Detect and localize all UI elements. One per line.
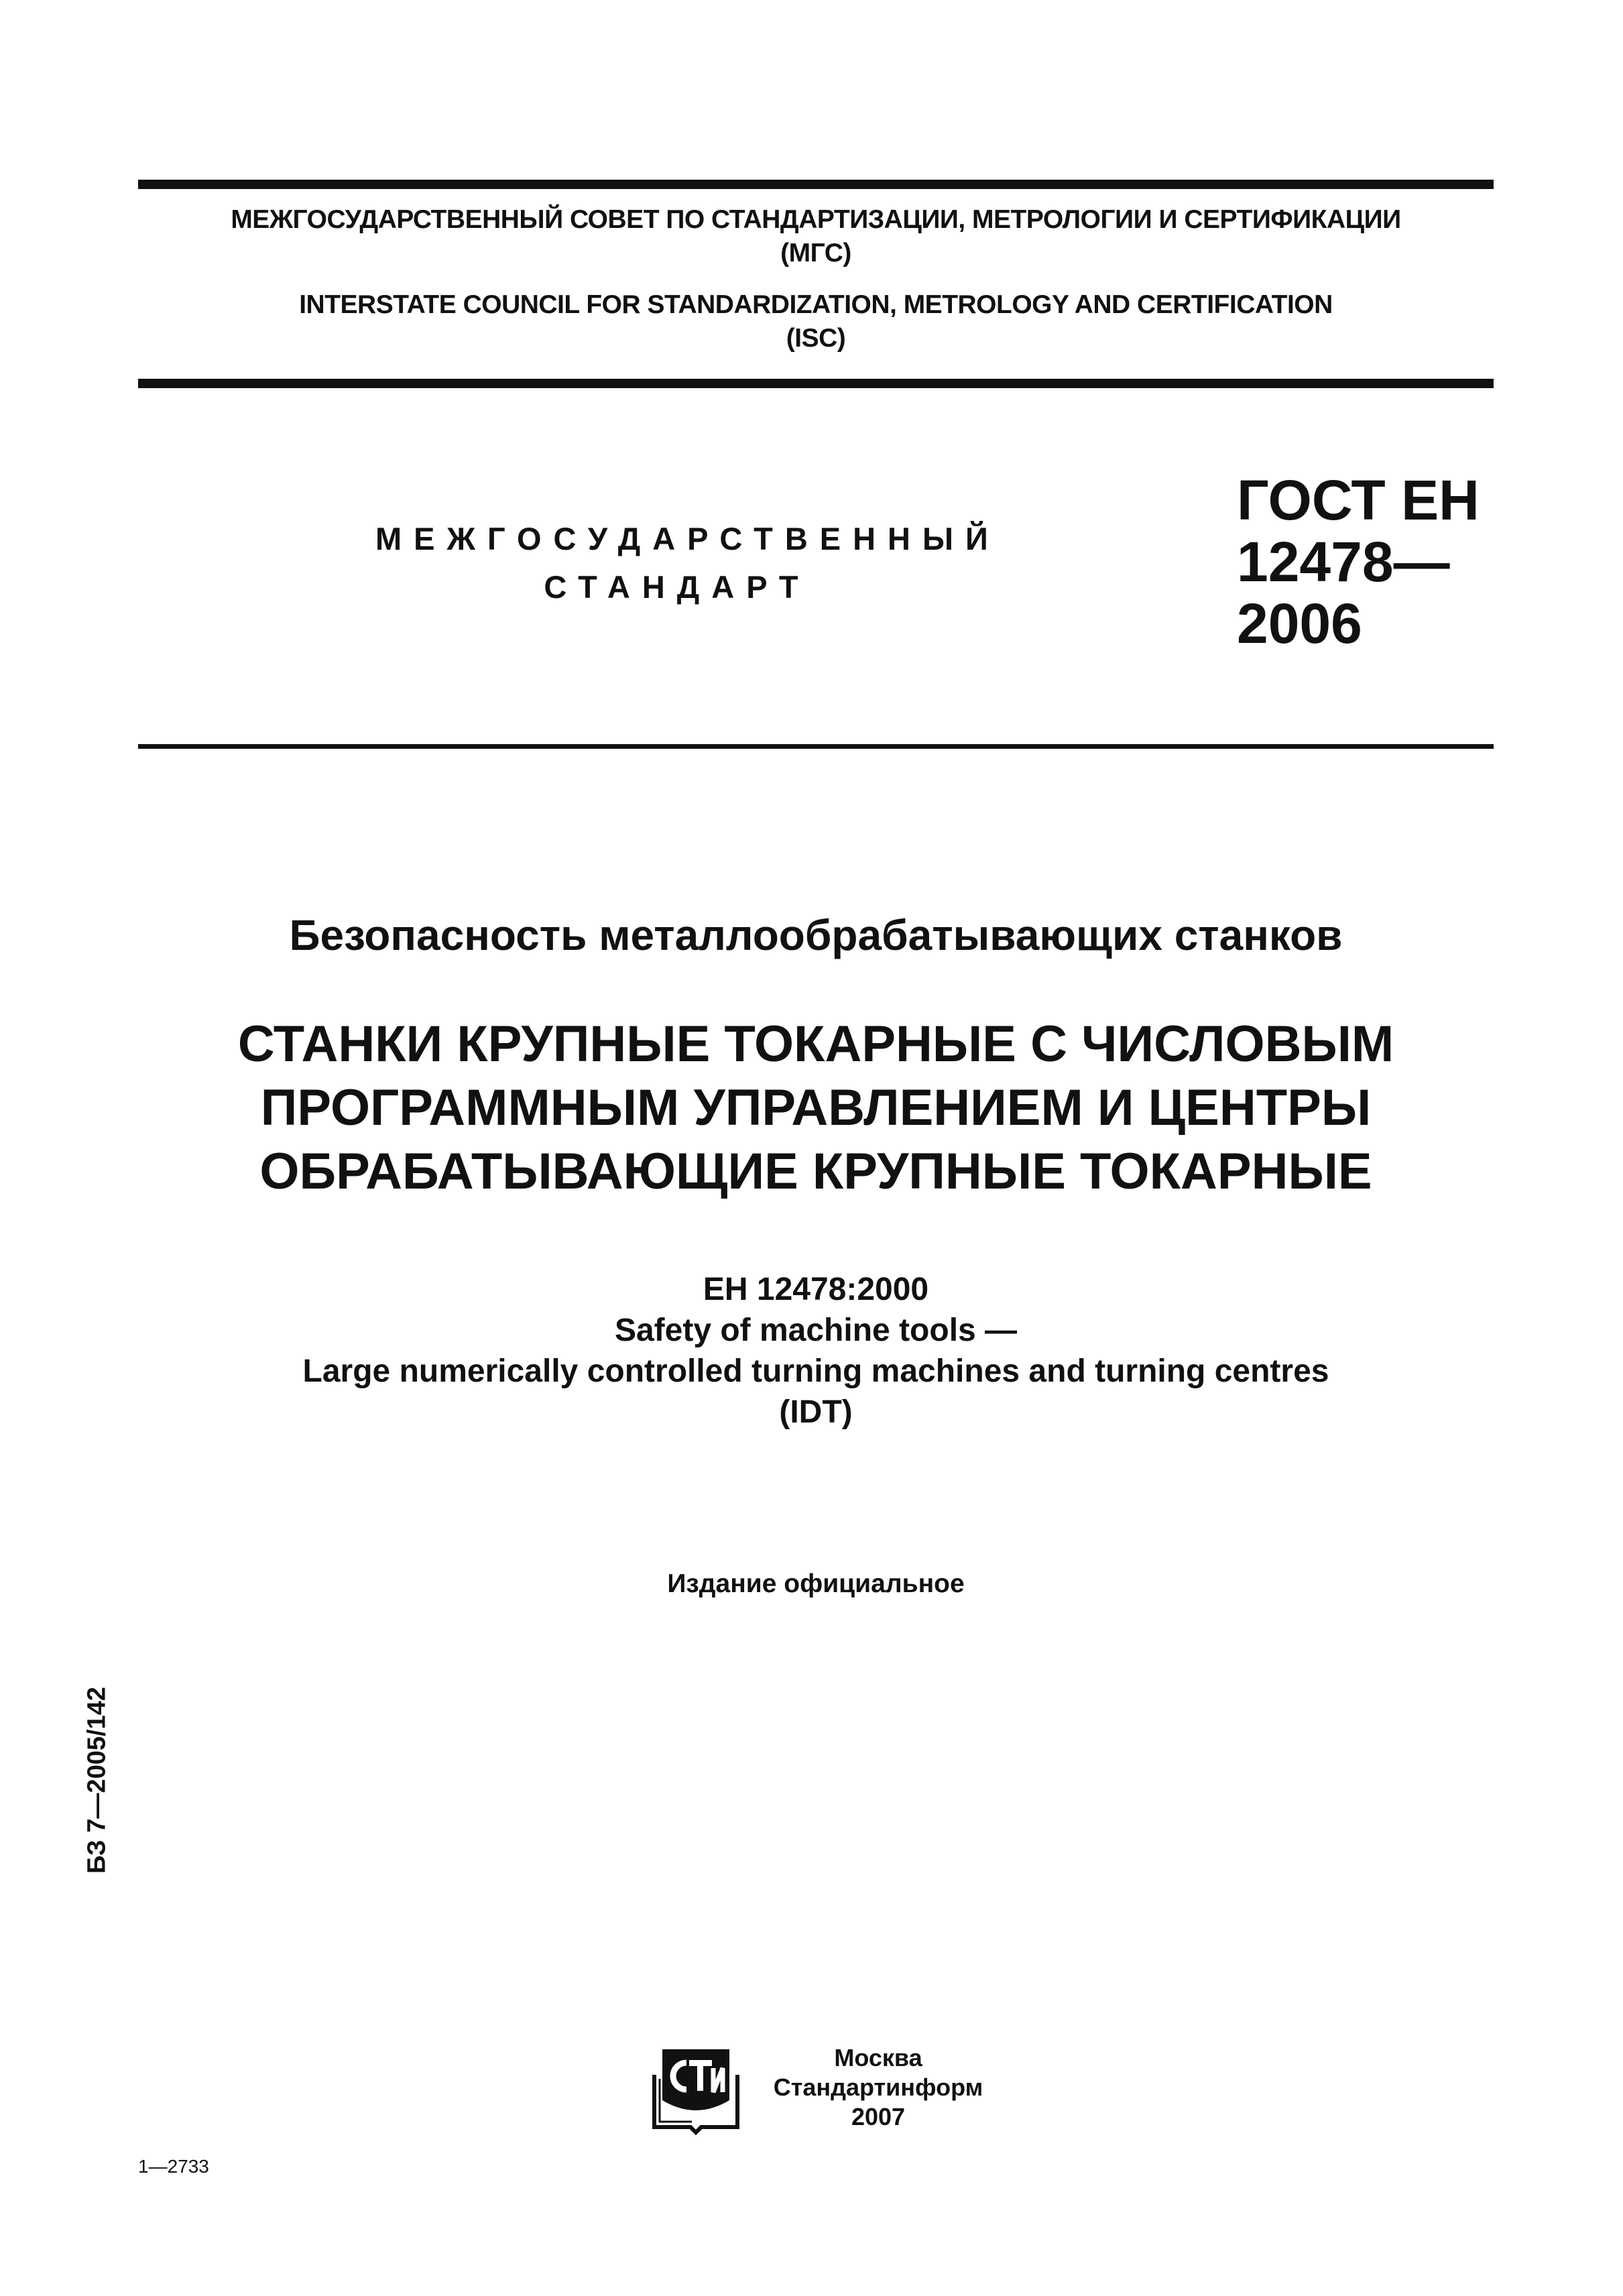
standard-number-line2: 12478— — [1237, 530, 1450, 593]
edition-label: Издание официальное — [667, 1569, 965, 1598]
en-reference-line1: Safety of machine tools — — [614, 1313, 1018, 1348]
top-rule — [138, 180, 1494, 189]
publisher-name: Стандартинформ — [773, 2073, 983, 2101]
en-reference-line3: (IDT) — [779, 1394, 853, 1430]
council-name-ru — [138, 203, 1494, 270]
main-title-line2: ПРОГРАММНЫМ УПРАВЛЕНИЕМ И ЦЕНТРЫ — [260, 1079, 1372, 1136]
council-abbr-en: (ISC) — [786, 324, 846, 353]
standard-kind-line1: МЕЖГОСУДАРСТВЕННЫЙ — [375, 521, 1000, 556]
council-bottom-rule — [138, 379, 1494, 388]
en-reference-line2: Large numerically controlled turning machines and turning centres — [302, 1353, 1329, 1389]
main-title — [138, 1012, 1494, 1203]
safety-title: Безопасность металлообрабатывающих станков — [289, 911, 1343, 959]
main-title-line1: СТАНКИ КРУПНЫЕ ТОКАРНЫЕ С ЧИСЛОВЫМ — [237, 1016, 1394, 1073]
standard-number-line1: ГОСТ ЕН — [1237, 469, 1480, 532]
council-name-ru-line: МЕЖГОСУДАРСТВЕННЫЙ СОВЕТ ПО СТАНДАРТИЗАЦИИ, МЕТРОЛОГИИ И СЕРТИФИКАЦИИ — [231, 205, 1401, 234]
print-code: 1—2733 — [138, 2156, 209, 2177]
council-abbr-ru: (МГС) — [780, 239, 851, 267]
publisher-year: 2007 — [851, 2103, 906, 2130]
council-name-en-line: INTERSTATE COUNCIL FOR STANDARDIZATION, METROLOGY AND CERTIFICATION — [299, 290, 1333, 319]
en-reference-code: ЕН 12478:2000 — [703, 1272, 929, 1307]
en-reference — [138, 1269, 1494, 1433]
header-divider — [138, 744, 1494, 749]
standard-number-line3: 2006 — [1237, 592, 1362, 655]
main-title-line3: ОБРАБАТЫВАЮЩИЕ КРУПНЫЕ ТОКАРНЫЕ — [259, 1143, 1372, 1200]
standard-number — [1237, 469, 1480, 654]
council-name-en — [138, 288, 1494, 355]
standard-kind — [375, 515, 1000, 611]
publisher-city: Москва — [834, 2044, 922, 2071]
side-code: БЗ 7—2005/142 — [82, 1687, 111, 1874]
standard-kind-line2: СТАНДАРТ — [544, 569, 810, 605]
standartinform-logo-icon — [649, 2041, 743, 2135]
publisher — [737, 2043, 1019, 2132]
